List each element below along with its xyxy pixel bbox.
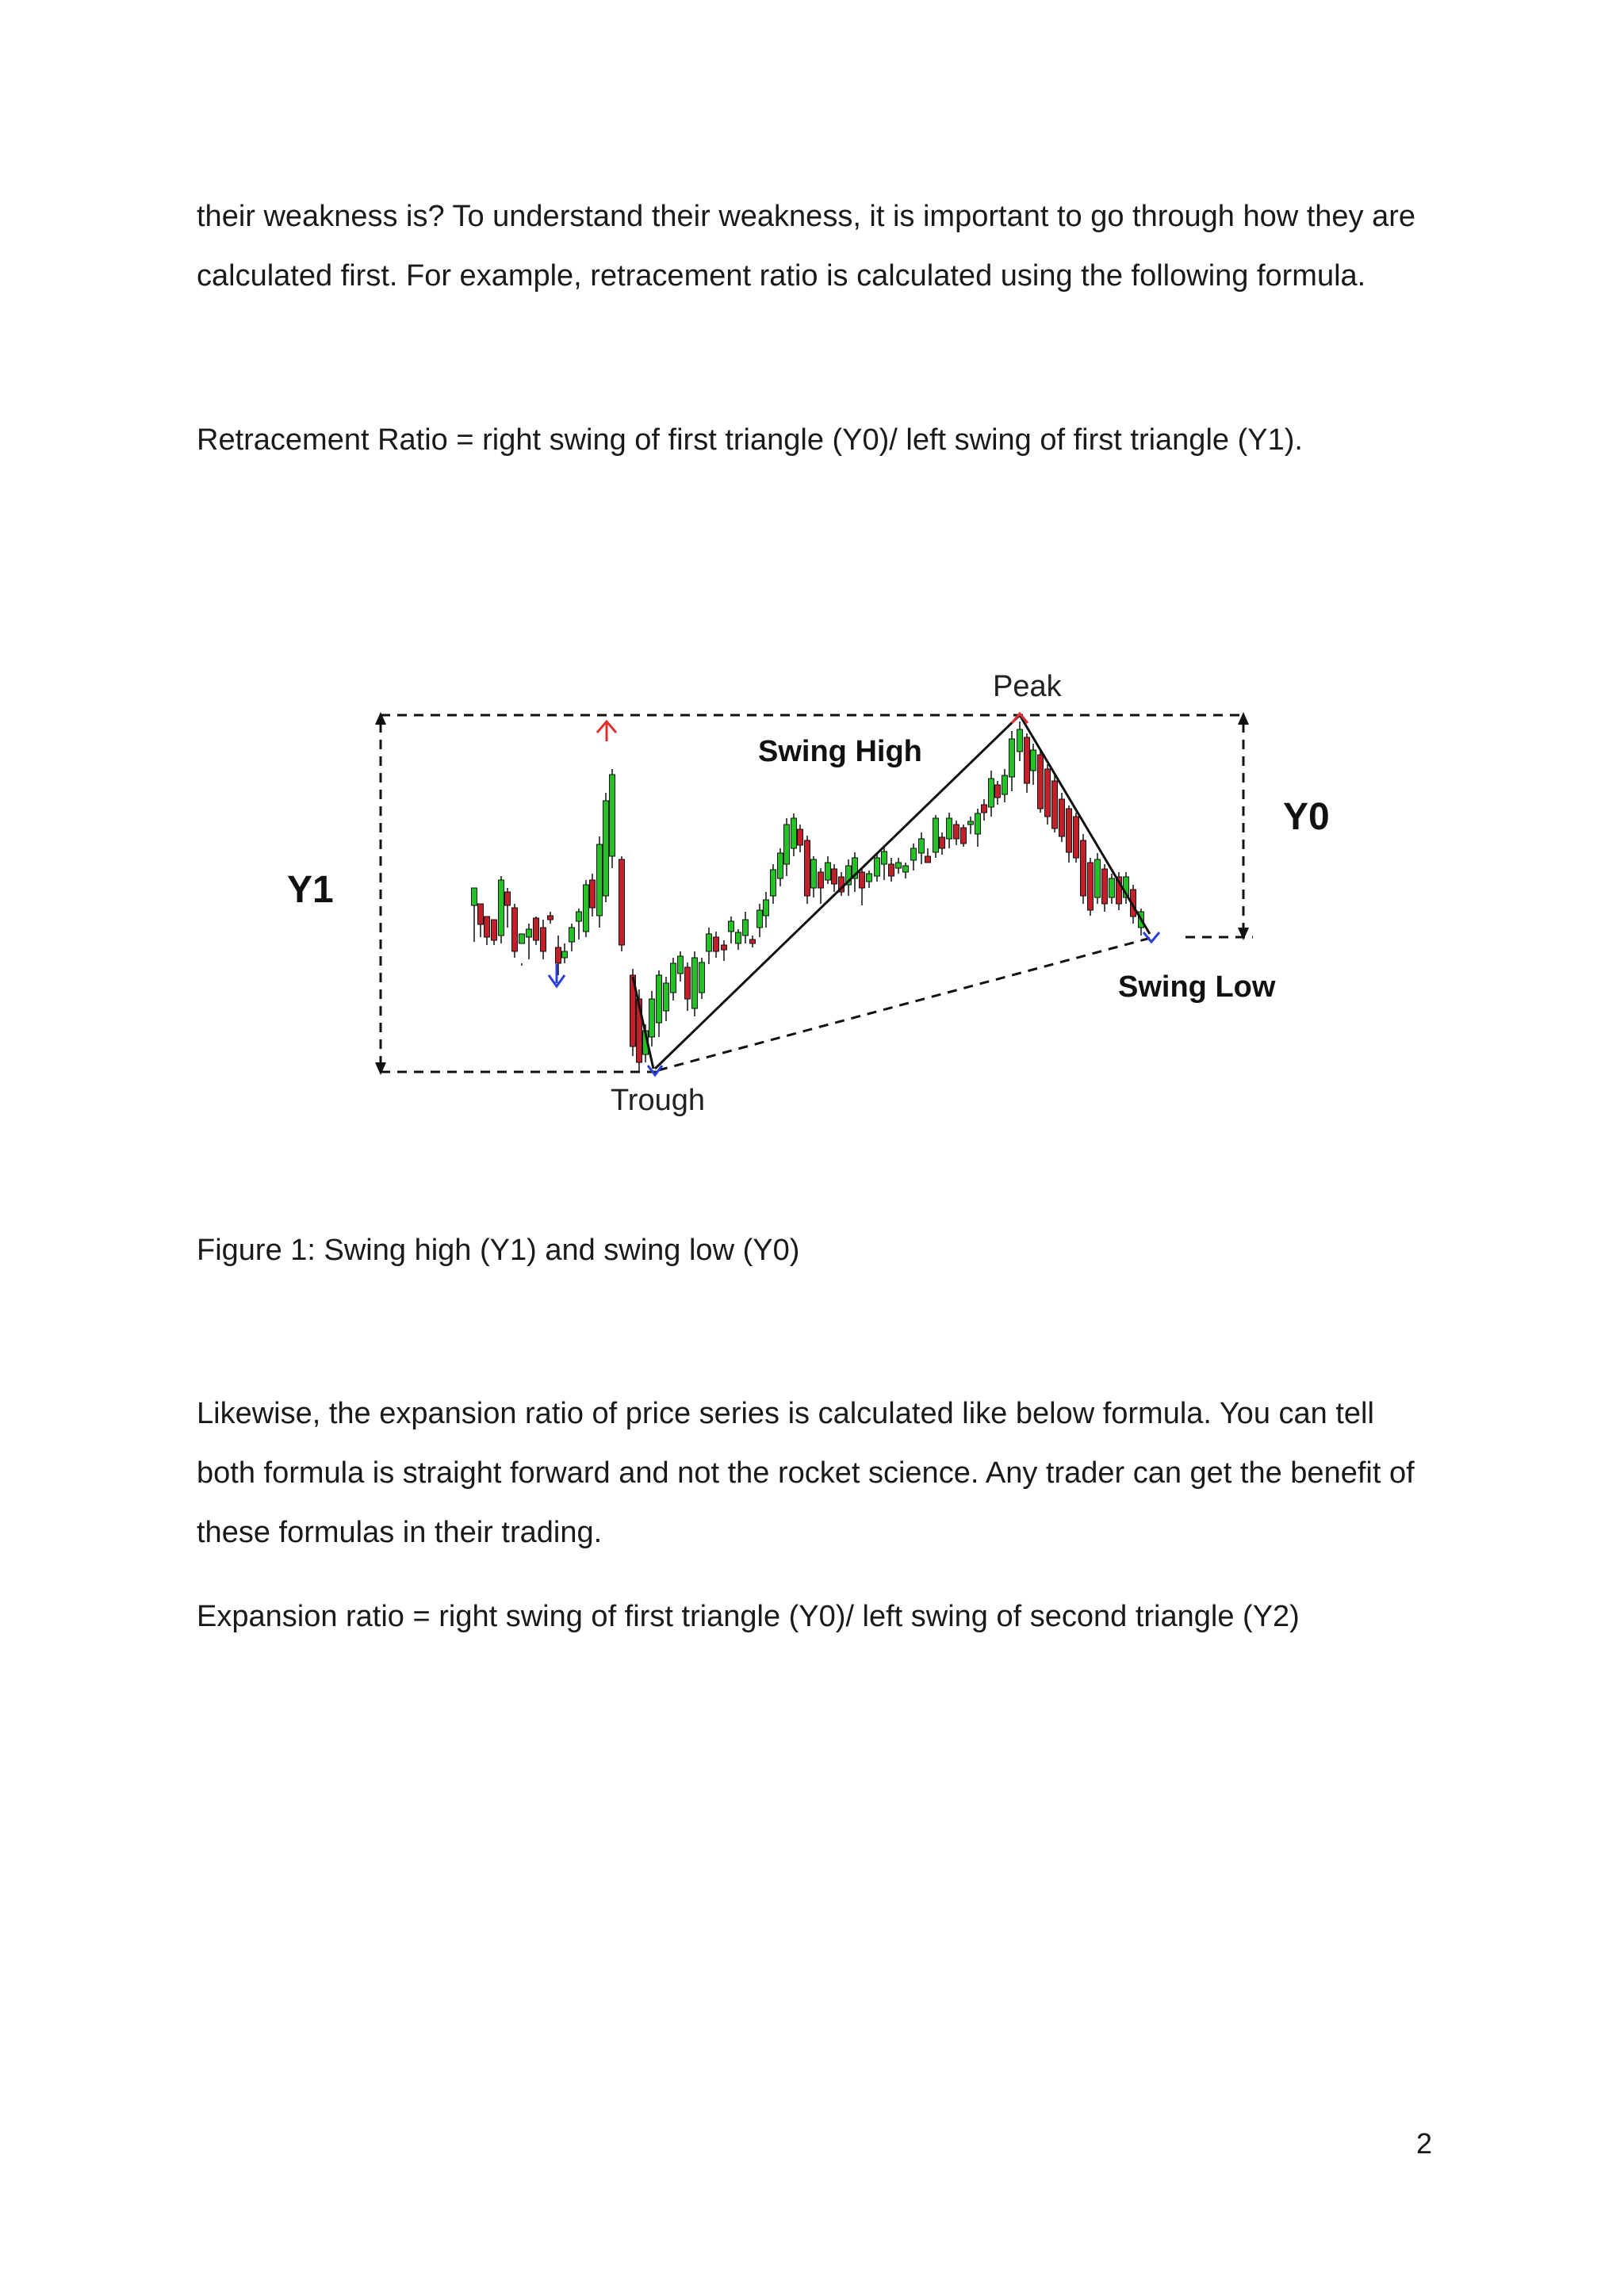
candle-down	[1067, 809, 1072, 852]
candle-down	[485, 916, 490, 937]
candle-down	[548, 916, 553, 920]
swing-low-dashed-line	[658, 937, 1154, 1070]
candle-up	[968, 821, 974, 825]
blue-down-arrow-icon	[549, 964, 565, 986]
candle-up	[678, 956, 684, 974]
candle-up	[825, 863, 831, 880]
red-up-arrow-icon	[597, 721, 616, 741]
candlestick-series	[472, 721, 1144, 1072]
swing-low-label: Swing Low	[1118, 970, 1276, 1004]
candle-down	[798, 829, 803, 845]
candle-down	[982, 805, 987, 813]
candle-down	[1088, 863, 1094, 910]
candle-down	[805, 840, 810, 896]
candle-down	[505, 892, 511, 905]
candle-up	[875, 858, 880, 876]
candle-up	[1095, 859, 1101, 897]
candle-up	[811, 859, 817, 888]
candle-down	[750, 939, 756, 943]
candle-up	[649, 999, 655, 1037]
candle-up	[472, 888, 477, 905]
candle-up	[784, 825, 790, 864]
candle-down	[995, 785, 1001, 798]
y0-label: Y0	[1283, 796, 1330, 838]
swing-low-line	[1020, 715, 1150, 934]
candle-up	[757, 910, 763, 928]
candle-up	[499, 880, 504, 936]
candle-up	[791, 818, 797, 848]
candle-down	[889, 864, 894, 876]
y1-label: Y1	[287, 869, 334, 911]
swing-diagram	[270, 650, 1330, 1142]
candle-up	[771, 870, 776, 896]
candle-up	[729, 921, 734, 932]
candle-down	[619, 859, 625, 945]
candle-up	[764, 900, 769, 916]
y0-arrow-up-icon	[1238, 712, 1249, 725]
candle-up	[562, 951, 568, 958]
candle-up	[597, 844, 603, 916]
candle-down	[492, 920, 497, 940]
body-paragraph-1: their weakness is? To understand their weakness, it is important to go through how they are calculated first. For example, retracement ratio is calculated using the following formula.	[197, 200, 1416, 293]
candle-down	[1102, 869, 1108, 904]
candle-up	[736, 932, 741, 943]
candle-down	[590, 880, 596, 908]
candle-down	[1038, 755, 1044, 809]
candle-up	[947, 818, 952, 839]
candle-up	[519, 934, 525, 943]
candle-up	[664, 983, 669, 1011]
candle-down	[685, 967, 691, 999]
candle-up	[975, 813, 981, 834]
candle-up	[867, 874, 872, 882]
candle-up	[743, 920, 749, 936]
body-paragraph-2: Likewise, the expansion ratio of price series is calculated like below formula. You can tell both formula is straight forward and not the rocket science. Any trader can get the benefit of these formulas in their trading.	[197, 1397, 1415, 1549]
formula-expansion: Expansion ratio = right swing of first triangle (Y0)/ left swing of second triangle (Y2)	[197, 1600, 1300, 1633]
candle-down	[954, 825, 959, 839]
candle-down	[961, 828, 967, 844]
candle-up	[569, 928, 575, 942]
blue-trough-arrow-icon	[648, 1066, 662, 1075]
candle-down	[1059, 799, 1065, 836]
candle-up	[778, 853, 783, 878]
candle-up	[707, 934, 712, 951]
candle-down	[1052, 781, 1058, 828]
candle-up	[919, 839, 925, 853]
candle-up	[1109, 878, 1115, 897]
candle-up	[989, 779, 994, 807]
candle-up	[903, 866, 909, 872]
candle-down	[1081, 840, 1086, 896]
peak-label: Peak	[993, 670, 1062, 703]
candle-up	[933, 818, 939, 852]
candle-up	[1031, 750, 1036, 771]
candle-up	[584, 885, 589, 932]
candle-down	[832, 869, 837, 884]
candle-up	[576, 912, 582, 921]
candle-down	[714, 937, 719, 951]
candle-up	[527, 929, 532, 937]
candle-up	[1017, 729, 1023, 752]
candle-down	[478, 904, 484, 924]
candle-down	[556, 947, 561, 963]
candle-down	[541, 928, 546, 951]
candle-down	[1045, 769, 1051, 817]
candle-up	[911, 848, 917, 860]
y1-arrow-down-icon	[375, 1062, 386, 1075]
candle-up	[1002, 775, 1008, 794]
formula-retracement: Retracement Ratio = right swing of first triangle (Y0)/ left swing of first triangle (Y1).	[197, 423, 1303, 457]
candle-down	[860, 872, 865, 888]
trough-label: Trough	[611, 1084, 705, 1117]
candle-up	[896, 863, 902, 868]
candle-up	[671, 963, 676, 993]
candle-down	[1074, 817, 1079, 858]
candle-up	[657, 975, 662, 1023]
candle-up	[699, 962, 705, 993]
figure-caption: Figure 1: Swing high (Y1) and swing low (Y0)	[197, 1234, 800, 1267]
candle-down	[722, 945, 727, 950]
swing-high-label: Swing High	[758, 735, 922, 768]
candle-up	[692, 958, 698, 1008]
candle-up	[882, 851, 887, 864]
candle-down	[925, 856, 931, 863]
candle-up	[603, 801, 609, 896]
candle-down	[818, 872, 824, 888]
candle-down	[534, 918, 539, 940]
candle-down	[512, 908, 518, 951]
candle-up	[610, 775, 615, 856]
y0-arrow-down-icon	[1238, 928, 1249, 940]
swing-figure	[270, 650, 1330, 1142]
candle-up	[1009, 739, 1015, 777]
page-number: 2	[1415, 2127, 1432, 2160]
y1-arrow-up-icon	[375, 712, 386, 725]
candle-down	[940, 837, 945, 848]
candle-down	[1025, 737, 1030, 783]
